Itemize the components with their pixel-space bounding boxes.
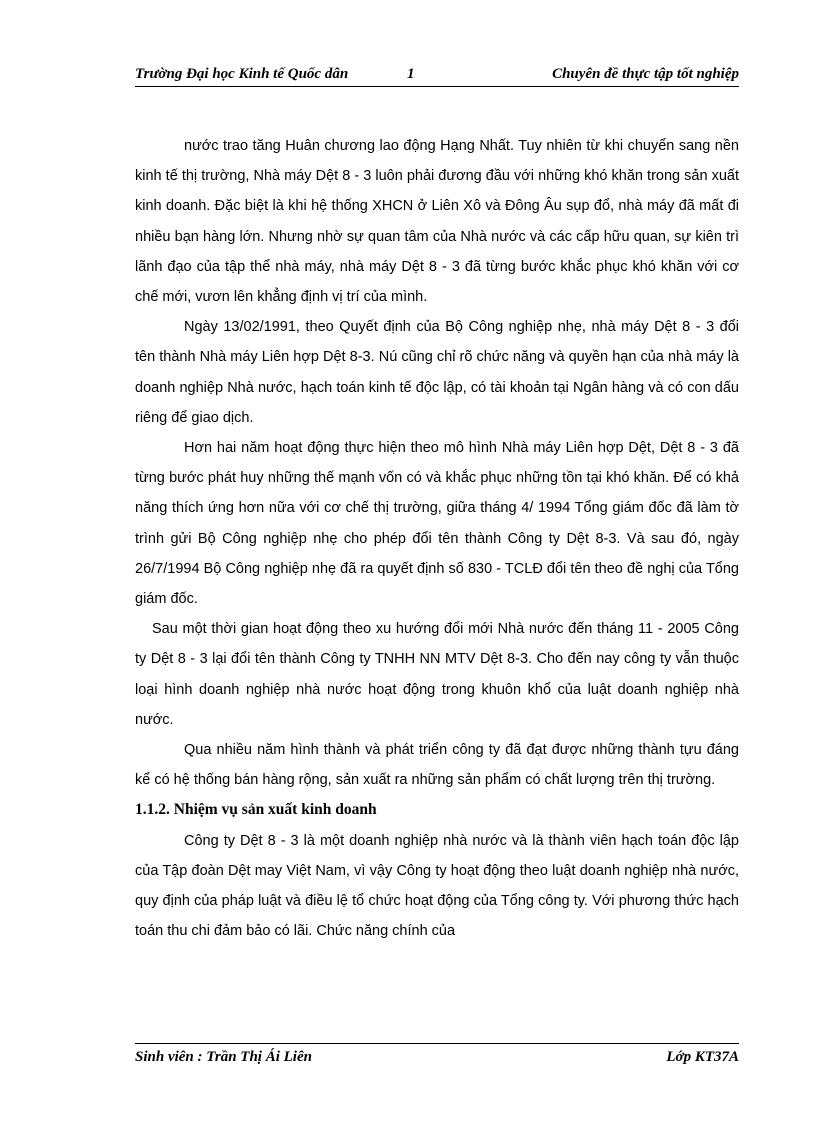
paragraph-5: Qua nhiều năm hình thành và phát triển công ty đã đạt được những thành tựu đáng kể có hệ thống bán hàng rộng, sản xuất ra những sản phẩm có chất lượng trên thị trường. [135,742,739,789]
header-university: Trường Đại học Kinh tế Quốc dân [135,66,349,82]
footer-class: Lớp KT37A [666,1049,739,1065]
page-footer [135,1043,739,1068]
paragraph-6: Công ty Dệt 8 - 3 là một doanh nghiệp nhà nước và là thành viên hạch toán độc lập của Tập đoàn Dệt may Việt Nam, vì vậy Công ty hoạt động theo luật doanh nghiệp nhà nước, quy định của pháp luật và điều lệ tổ chức hoạt động của Tổng công ty. Với phương thức hạch toán thu chi đảm bảo có lãi. Chức năng chính của [135,832,739,940]
paragraph-2: Ngày 13/02/1991, theo Quyết định của Bộ Công nghiệp nhẹ, nhà máy Dệt 8 - 3 đổi tên thành Nhà máy Liên hợp Dệt 8-3. Nú cũng chỉ rõ chức năng và quyền hạn của nhà máy là doanh nghiệp Nhà nước, hạch toán kinh tế độc lập, có tài khoản tại Ngân hàng và có con dấu riêng để giao dịch. [135,319,739,426]
paragraph-4: Sau một thời gian hoạt động theo xu hướng đổi mới Nhà nước đến tháng 11 - 2005 Công ty Dệt 8 - 3 lại đổi tên thành Công ty TNHH NN MTV Dệt 8-3. Cho đến nay công ty vẫn thuộc loại hình doanh nghiệp nhà nước hoạt động trong khuôn khổ của luật doanh nghiệp nhà nước. [135,621,739,728]
footer-student: Sinh viên : Trần Thị Ái Liên [135,1049,312,1065]
page-body [135,131,739,946]
header-page-number: 1 [407,66,415,82]
paragraph-1: nước trao tăng Huân chương lao động Hạng Nhất. Tuy nhiên từ khi chuyển sang nền kinh tế thị trường, Nhà máy Dệt 8 - 3 luôn phải đương đầu với những khó khăn trong sản xuất kinh doanh. Đặc biệt là khi hệ thống XHCN ở Liên Xô và Đông Âu sụp đổ, nhà máy đã mất đi nhiều bạn hàng lớn. Nhưng nhờ sự quan tâm của Nhà nước và các cấp hữu quan, sự kiên trì lãnh đạo của tập thể nhà máy, nhà máy Dệt 8 - 3 đã từng bước khắc phục khó khăn với cơ chế mới, vươn lên khẳng định vị trí của mình. [135,138,739,306]
paragraph-3: Hơn hai năm hoạt động thực hiện theo mô hình Nhà máy Liên hợp Dệt, Dệt 8 - 3 đã từng bước phát huy những thế mạnh vốn có và khắc phục những tồn tại khó khăn. Để có khả năng thích ứng hơn nữa với cơ chế thị trường, giữa tháng 4/ 1994 Tổng giám đốc đã làm tờ trình gửi Bộ Công nghiệp nhẹ cho phép đổi tên thành Công ty Dệt 8-3. Và sau đó, ngày 26/7/1994 Bộ Công nghiệp nhẹ đã ra quyết định số 830 - TCLĐ đổi tên theo đề nghị của Tổng giám đốc. [135,440,739,608]
section-heading: 1.1.2. Nhiệm vụ sản xuất kinh doanh [135,801,377,819]
header-document-title: Chuyên đề thực tập tốt nghiệp [552,66,739,82]
page-header [135,64,739,87]
